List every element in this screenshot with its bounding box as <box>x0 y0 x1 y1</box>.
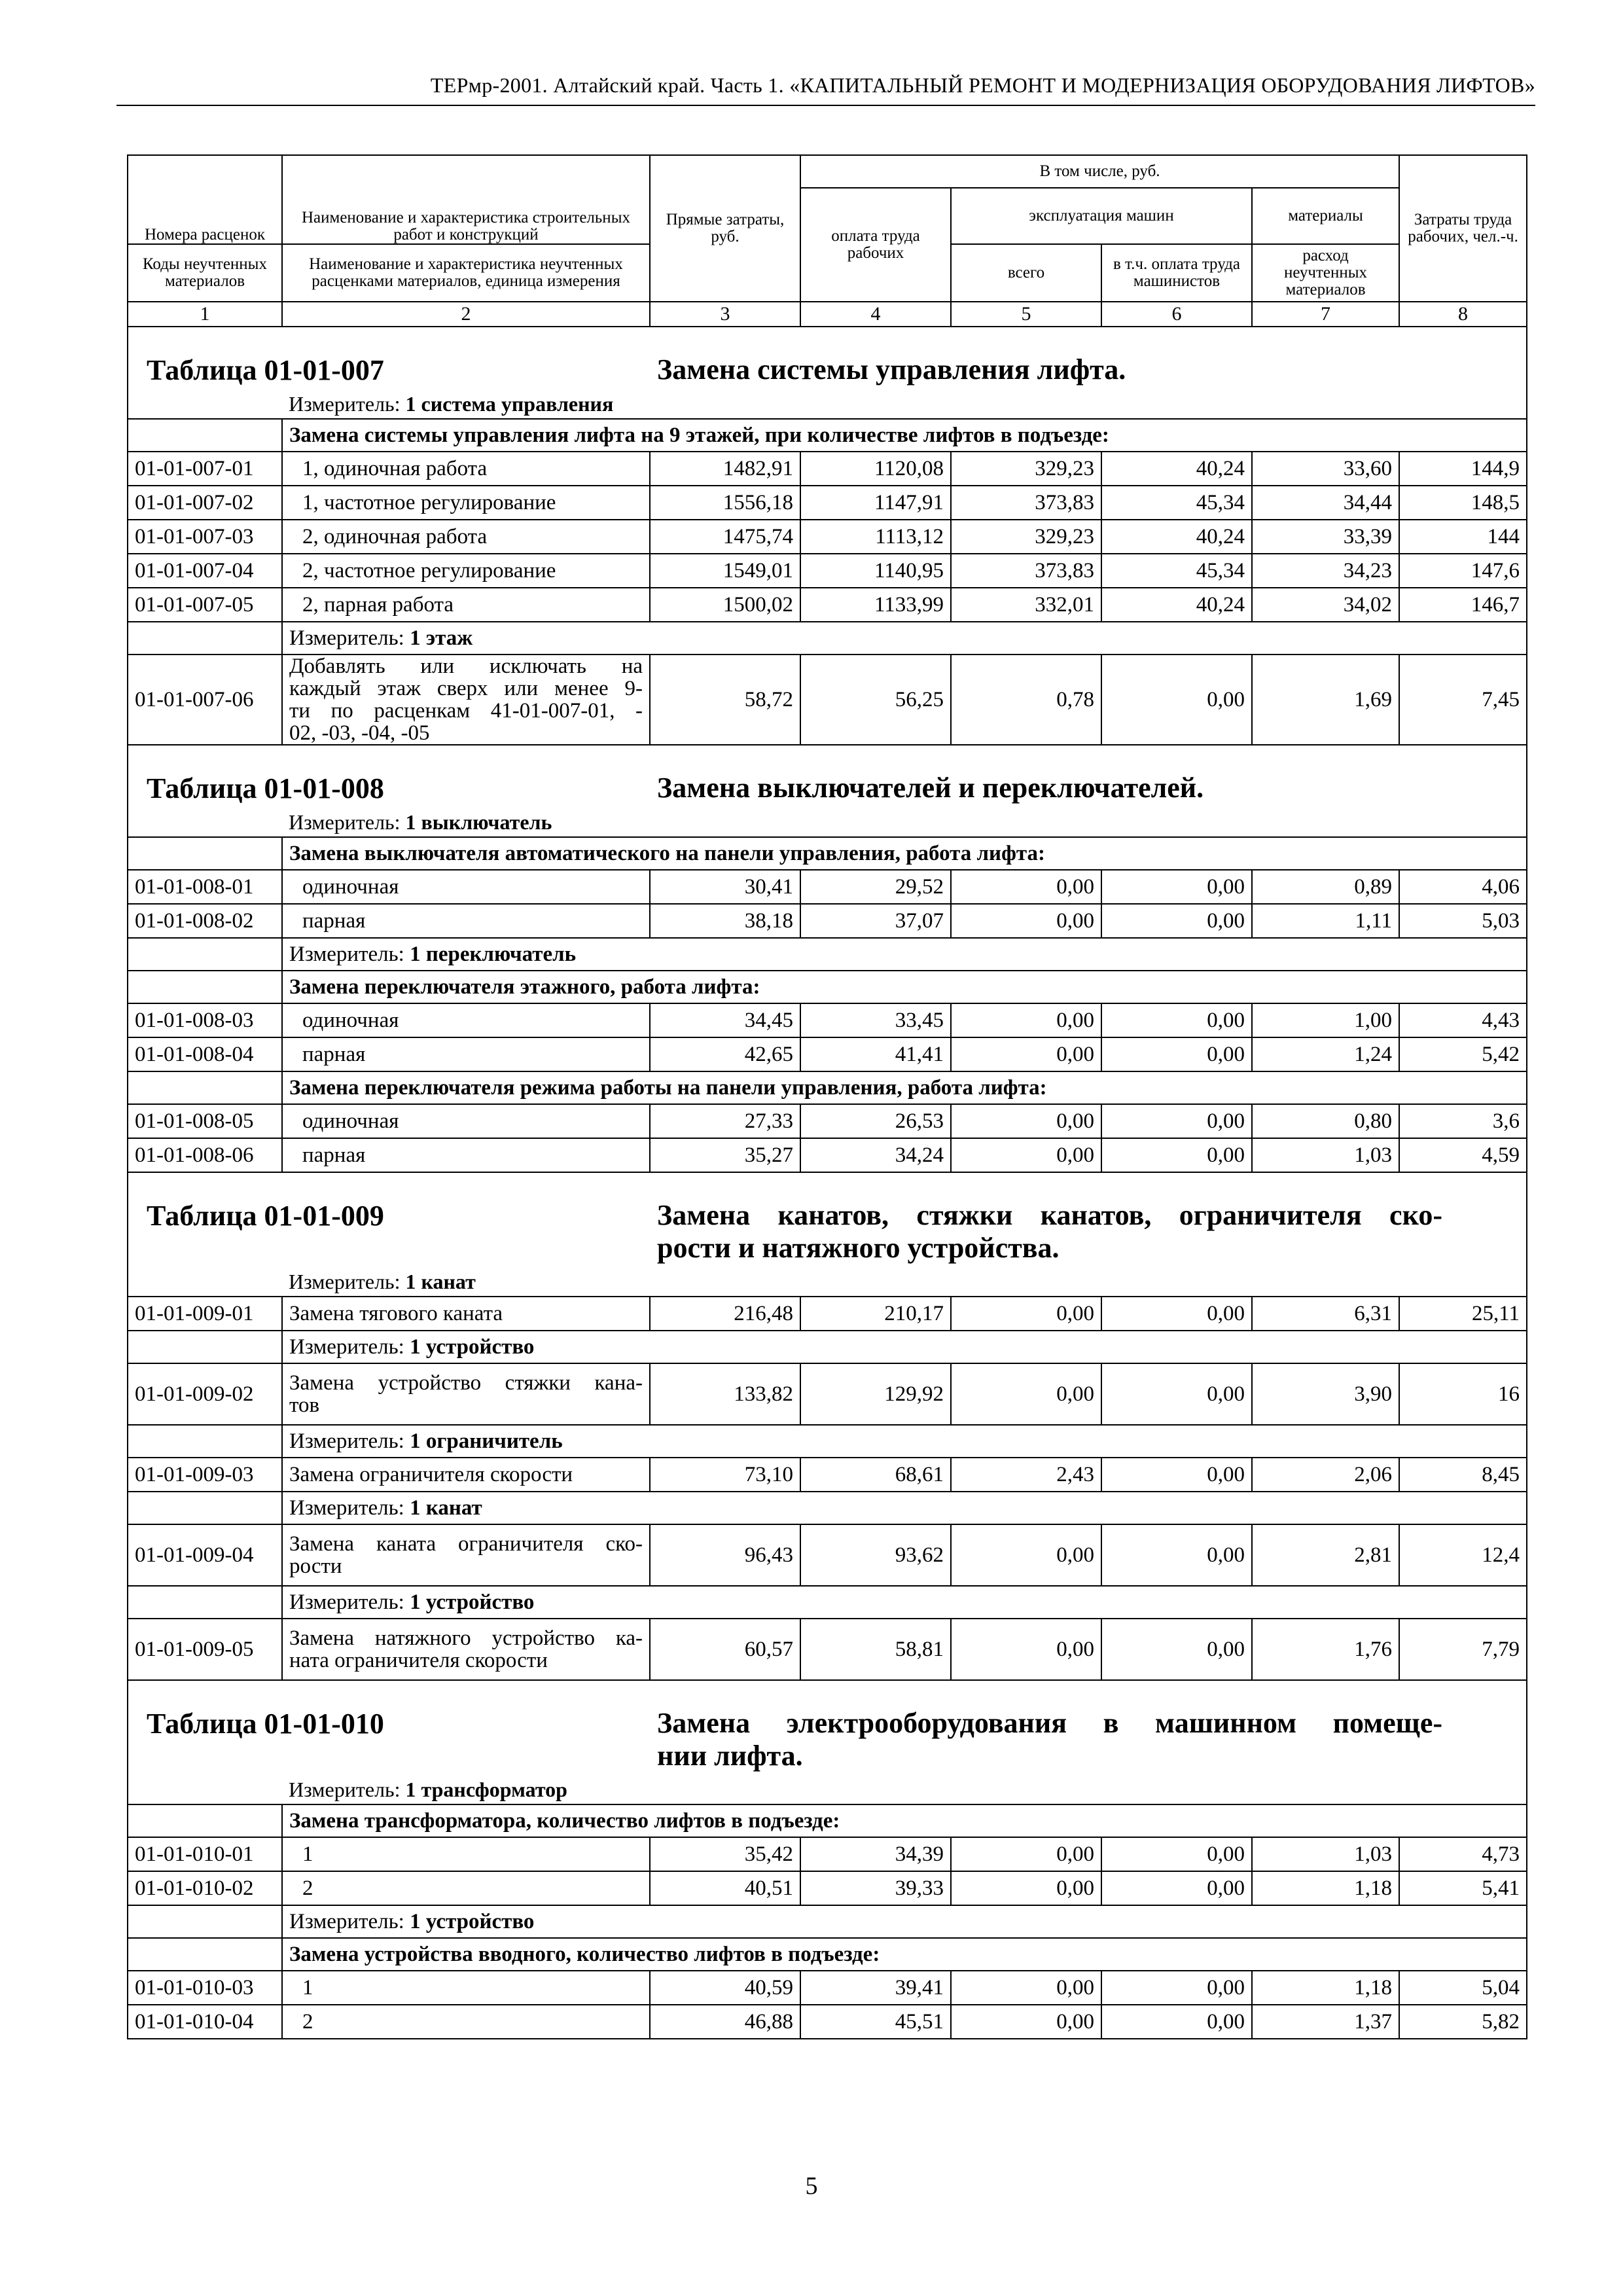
table-row <box>128 1971 1527 2005</box>
table-row <box>128 904 1527 938</box>
machines-total: 0,00 <box>951 870 1101 904</box>
table-row <box>128 870 1527 904</box>
header-rule <box>116 105 1535 106</box>
section-row <box>128 837 1527 870</box>
machinist-wages: 0,00 <box>1101 1297 1252 1331</box>
measure-row <box>128 808 1527 837</box>
materials: 0,89 <box>1252 870 1399 904</box>
wages: 210,17 <box>800 1297 951 1331</box>
materials: 1,37 <box>1252 2005 1399 2039</box>
labor-costs: 5,03 <box>1399 904 1527 938</box>
direct-costs: 1549,01 <box>650 554 800 588</box>
machinist-wages: 0,00 <box>1101 1458 1252 1492</box>
direct-costs: 34,45 <box>650 1003 800 1037</box>
table-row <box>128 1871 1527 1905</box>
wages: 56,25 <box>800 655 951 745</box>
materials: 34,02 <box>1252 588 1399 622</box>
direct-costs: 216,48 <box>650 1297 800 1331</box>
labor-costs: 147,6 <box>1399 554 1527 588</box>
wages: 33,45 <box>800 1003 951 1037</box>
measure-row <box>128 622 1527 655</box>
wages: 1140,95 <box>800 554 951 588</box>
materials: 1,24 <box>1252 1037 1399 1071</box>
machinist-wages: 0,00 <box>1101 1003 1252 1037</box>
header-direct-costs: Прямые затраты, руб. <box>650 155 800 302</box>
machines-total: 332,01 <box>951 588 1101 622</box>
rate-code: 01-01-010-01 <box>128 1837 282 1871</box>
header-labor-costs: Затраты труда рабочих, чел.-ч. <box>1399 155 1527 302</box>
table-row <box>128 655 1527 745</box>
materials: 2,81 <box>1252 1524 1399 1586</box>
materials: 1,03 <box>1252 1138 1399 1172</box>
rate-code: 01-01-009-05 <box>128 1619 282 1680</box>
labor-costs: 7,79 <box>1399 1619 1527 1680</box>
table-title-009 <box>128 1172 1527 1267</box>
wages: 1120,08 <box>800 452 951 486</box>
machinist-wages: 40,24 <box>1101 452 1252 486</box>
machinist-wages: 0,00 <box>1101 1871 1252 1905</box>
measure-row <box>128 1331 1527 1363</box>
machines-total: 0,00 <box>951 1837 1101 1871</box>
machines-total: 329,23 <box>951 452 1101 486</box>
materials: 1,11 <box>1252 904 1399 938</box>
table-row <box>128 1619 1527 1680</box>
machinist-wages: 40,24 <box>1101 520 1252 554</box>
materials: 1,69 <box>1252 655 1399 745</box>
rate-name: парная <box>282 1138 650 1172</box>
labor-costs: 146,7 <box>1399 588 1527 622</box>
rate-code: 01-01-007-05 <box>128 588 282 622</box>
column-number: 8 <box>1399 302 1527 327</box>
wages: 29,52 <box>800 870 951 904</box>
table-row <box>128 1138 1527 1172</box>
section-row <box>128 971 1527 1003</box>
rate-code: 01-01-008-04 <box>128 1037 282 1071</box>
table-number: Таблица 01-01-009 <box>147 1200 384 1232</box>
wages: 45,51 <box>800 2005 951 2039</box>
rate-name: 1 <box>282 1971 650 2005</box>
measure-row <box>128 1775 1527 1804</box>
machinist-wages: 40,24 <box>1101 588 1252 622</box>
section-row <box>128 1938 1527 1971</box>
labor-costs: 7,45 <box>1399 655 1527 745</box>
materials: 1,76 <box>1252 1619 1399 1680</box>
rate-name: 2, частотное регулирование <box>282 554 650 588</box>
header-including: В том числе, руб. <box>800 155 1399 188</box>
section-row <box>128 1804 1527 1837</box>
table-name: Замена канатов, стяжки канатов, ограничителя ско- рости и натяжного устройства. <box>657 1199 1442 1264</box>
machines-total: 0,00 <box>951 1037 1101 1071</box>
machinist-wages: 0,00 <box>1101 1363 1252 1425</box>
direct-costs: 60,57 <box>650 1619 800 1680</box>
rate-code: 01-01-010-04 <box>128 2005 282 2039</box>
table-row <box>128 520 1527 554</box>
wages: 34,39 <box>800 1837 951 1871</box>
labor-costs: 4,43 <box>1399 1003 1527 1037</box>
table-title-cell <box>128 745 1527 808</box>
materials: 33,39 <box>1252 520 1399 554</box>
measure-unit: Измеритель: 1 канат <box>282 1492 1527 1524</box>
wages: 1113,12 <box>800 520 951 554</box>
section-row <box>128 1071 1527 1104</box>
materials: 1,18 <box>1252 1871 1399 1905</box>
table-title-cell <box>128 1172 1527 1267</box>
direct-costs: 46,88 <box>650 2005 800 2039</box>
measure-unit: Измеритель: 1 канат <box>282 1267 1527 1297</box>
rate-code: 01-01-010-03 <box>128 1971 282 2005</box>
materials: 34,23 <box>1252 554 1399 588</box>
machines-total: 0,00 <box>951 1138 1101 1172</box>
rate-name: 1, одиночная работа <box>282 452 650 486</box>
header-machinist-wages: в т.ч. оплата труда машинистов <box>1101 244 1252 302</box>
wages: 39,41 <box>800 1971 951 2005</box>
header-work-name: Наименование и характеристика строительных работ и конструкций <box>282 155 650 244</box>
wages: 58,81 <box>800 1619 951 1680</box>
header-wages: оплата труда рабочих <box>800 188 951 302</box>
table-row <box>128 588 1527 622</box>
measure-unit: Измеритель: 1 система управления <box>282 389 1527 419</box>
rate-name: 2, парная работа <box>282 588 650 622</box>
direct-costs: 40,51 <box>650 1871 800 1905</box>
materials: 1,03 <box>1252 1837 1399 1871</box>
section-heading: Замена переключателя этажного, работа лифта: <box>282 971 1527 1003</box>
labor-costs: 16 <box>1399 1363 1527 1425</box>
wages: 129,92 <box>800 1363 951 1425</box>
table-name: Замена выключателей и переключателей. <box>657 772 1204 804</box>
materials: 1,00 <box>1252 1003 1399 1037</box>
rate-code: 01-01-009-02 <box>128 1363 282 1425</box>
direct-costs: 73,10 <box>650 1458 800 1492</box>
column-numbers-row <box>128 302 1527 327</box>
table-row <box>128 1458 1527 1492</box>
machines-total: 0,00 <box>951 1971 1101 2005</box>
section-heading: Замена системы управления лифта на 9 этажей, при количестве лифтов в подъезде: <box>282 419 1527 452</box>
header-materials: материалы <box>1252 188 1399 244</box>
running-header: ТЕРмр-2001. Алтайский край. Часть 1. «КАПИТАЛЬНЫЙ РЕМОНТ И МОДЕРНИЗАЦИЯ ОБОРУДОВАНИЯ ЛИФТОВ» <box>430 73 1535 97</box>
rate-name: Замена каната ограничителя ско- рости <box>282 1524 650 1586</box>
rate-code: 01-01-007-04 <box>128 554 282 588</box>
rate-name: Замена тягового каната <box>282 1297 650 1331</box>
section-row <box>128 419 1527 452</box>
measure-unit: Измеритель: 1 этаж <box>282 622 1527 655</box>
wages: 39,33 <box>800 1871 951 1905</box>
direct-costs: 35,27 <box>650 1138 800 1172</box>
measure-unit: Измеритель: 1 переключатель <box>282 938 1527 971</box>
machinist-wages: 0,00 <box>1101 870 1252 904</box>
labor-costs: 5,82 <box>1399 2005 1527 2039</box>
measure-row <box>128 1267 1527 1297</box>
direct-costs: 133,82 <box>650 1363 800 1425</box>
table-row <box>128 554 1527 588</box>
rate-code: 01-01-009-01 <box>128 1297 282 1331</box>
rate-code: 01-01-010-02 <box>128 1871 282 1905</box>
machinist-wages: 0,00 <box>1101 1524 1252 1586</box>
labor-costs: 4,06 <box>1399 870 1527 904</box>
machines-total: 0,00 <box>951 1524 1101 1586</box>
direct-costs: 58,72 <box>650 655 800 745</box>
materials: 34,44 <box>1252 486 1399 520</box>
section-heading: Замена устройства вводного, количество лифтов в подъезде: <box>282 1938 1527 1971</box>
rate-name: 2, одиночная работа <box>282 520 650 554</box>
measure-unit: Измеритель: 1 ограничитель <box>282 1425 1527 1458</box>
machines-total: 0,00 <box>951 904 1101 938</box>
rate-code: 01-01-007-06 <box>128 655 282 745</box>
table-number: Таблица 01-01-008 <box>147 772 384 804</box>
materials: 0,80 <box>1252 1104 1399 1138</box>
machinist-wages: 0,00 <box>1101 1037 1252 1071</box>
header-material-codes: Коды неучтенных материалов <box>128 244 282 302</box>
labor-costs: 5,41 <box>1399 1871 1527 1905</box>
header-machines: эксплуатация машин <box>951 188 1252 244</box>
rate-name: одиночная <box>282 1003 650 1037</box>
direct-costs: 42,65 <box>650 1037 800 1071</box>
column-number: 5 <box>951 302 1101 327</box>
machines-total: 0,00 <box>951 1297 1101 1331</box>
column-number: 6 <box>1101 302 1252 327</box>
rate-name: Добавлять или исключать на каждый этаж сверх или менее 9- ти по расценкам 41-01-007-01, - 02, -03, -04, -05 <box>282 655 650 745</box>
table-number: Таблица 01-01-007 <box>147 354 384 386</box>
rate-code: 01-01-009-04 <box>128 1524 282 1586</box>
column-number: 2 <box>282 302 650 327</box>
table-title-cell <box>128 1680 1527 1775</box>
rate-code: 01-01-008-01 <box>128 870 282 904</box>
table-row <box>128 1524 1527 1586</box>
wages: 41,41 <box>800 1037 951 1071</box>
measure-unit: Измеритель: 1 выключатель <box>282 808 1527 837</box>
rate-code: 01-01-007-01 <box>128 452 282 486</box>
direct-costs: 96,43 <box>650 1524 800 1586</box>
direct-costs: 38,18 <box>650 904 800 938</box>
materials: 2,06 <box>1252 1458 1399 1492</box>
table-row <box>128 1837 1527 1871</box>
section-heading: Замена выключателя автоматического на панели управления, работа лифта: <box>282 837 1527 870</box>
rate-name: 1 <box>282 1837 650 1871</box>
measure-unit: Измеритель: 1 устройство <box>282 1586 1527 1619</box>
header-rate-numbers: Номера расценок <box>128 155 282 244</box>
table-row <box>128 1037 1527 1071</box>
direct-costs: 1556,18 <box>650 486 800 520</box>
materials: 6,31 <box>1252 1297 1399 1331</box>
table-number: Таблица 01-01-010 <box>147 1708 384 1740</box>
machinist-wages: 0,00 <box>1101 1971 1252 2005</box>
rate-name: Замена натяжного устройство ка- ната ограничителя скорости <box>282 1619 650 1680</box>
direct-costs: 1500,02 <box>650 588 800 622</box>
table-row <box>128 1363 1527 1425</box>
table-row <box>128 486 1527 520</box>
rate-code: 01-01-007-03 <box>128 520 282 554</box>
labor-costs: 5,04 <box>1399 1971 1527 2005</box>
machines-total: 0,00 <box>951 1104 1101 1138</box>
table-row <box>128 452 1527 486</box>
rate-name: парная <box>282 1037 650 1071</box>
direct-costs: 40,59 <box>650 1971 800 2005</box>
machines-total: 0,00 <box>951 1003 1101 1037</box>
rate-name: одиночная <box>282 870 650 904</box>
machinist-wages: 0,00 <box>1101 1619 1252 1680</box>
machines-total: 2,43 <box>951 1458 1101 1492</box>
direct-costs: 1482,91 <box>650 452 800 486</box>
rate-name: парная <box>282 904 650 938</box>
rate-name: 1, частотное регулирование <box>282 486 650 520</box>
machines-total: 0,00 <box>951 2005 1101 2039</box>
materials: 1,18 <box>1252 1971 1399 2005</box>
direct-costs: 1475,74 <box>650 520 800 554</box>
labor-costs: 144,9 <box>1399 452 1527 486</box>
labor-costs: 5,42 <box>1399 1037 1527 1071</box>
rate-name: Замена ограничителя скорости <box>282 1458 650 1492</box>
table-name: Замена системы управления лифта. <box>657 353 1126 386</box>
rate-name: 2 <box>282 1871 650 1905</box>
header-material-consumption: расход неучтенных материалов <box>1252 244 1399 302</box>
column-number: 4 <box>800 302 951 327</box>
direct-costs: 27,33 <box>650 1104 800 1138</box>
measure-row <box>128 1586 1527 1619</box>
machines-total: 373,83 <box>951 554 1101 588</box>
wages: 68,61 <box>800 1458 951 1492</box>
rates-table <box>127 154 1527 2039</box>
rate-code: 01-01-008-02 <box>128 904 282 938</box>
header-machines-total: всего <box>951 244 1101 302</box>
machinist-wages: 0,00 <box>1101 1104 1252 1138</box>
rate-code: 01-01-008-03 <box>128 1003 282 1037</box>
labor-costs: 25,11 <box>1399 1297 1527 1331</box>
direct-costs: 35,42 <box>650 1837 800 1871</box>
column-number: 7 <box>1252 302 1399 327</box>
measure-row <box>128 1905 1527 1938</box>
labor-costs: 4,73 <box>1399 1837 1527 1871</box>
rate-name: 2 <box>282 2005 650 2039</box>
machines-total: 0,78 <box>951 655 1101 745</box>
table-row <box>128 1003 1527 1037</box>
table-row <box>128 1297 1527 1331</box>
section-heading: Замена переключателя режима работы на панели управления, работа лифта: <box>282 1071 1527 1104</box>
rate-code: 01-01-009-03 <box>128 1458 282 1492</box>
materials: 33,60 <box>1252 452 1399 486</box>
machines-total: 373,83 <box>951 486 1101 520</box>
measure-row <box>128 938 1527 971</box>
machines-total: 0,00 <box>951 1619 1101 1680</box>
labor-costs: 3,6 <box>1399 1104 1527 1138</box>
table-title-008 <box>128 745 1527 808</box>
wages: 26,53 <box>800 1104 951 1138</box>
measure-unit: Измеритель: 1 устройство <box>282 1905 1527 1938</box>
rate-code: 01-01-008-05 <box>128 1104 282 1138</box>
machines-total: 0,00 <box>951 1363 1101 1425</box>
table-row <box>128 2005 1527 2039</box>
rate-name: Замена устройство стяжки кана- тов <box>282 1363 650 1425</box>
labor-costs: 12,4 <box>1399 1524 1527 1586</box>
labor-costs: 148,5 <box>1399 486 1527 520</box>
wages: 34,24 <box>800 1138 951 1172</box>
machinist-wages: 0,00 <box>1101 1837 1252 1871</box>
labor-costs: 4,59 <box>1399 1138 1527 1172</box>
table-title-cell <box>128 327 1527 389</box>
measure-unit: Измеритель: 1 трансформатор <box>282 1775 1527 1804</box>
wages: 93,62 <box>800 1524 951 1586</box>
table-title-007 <box>128 327 1527 389</box>
materials: 3,90 <box>1252 1363 1399 1425</box>
machinist-wages: 0,00 <box>1101 904 1252 938</box>
column-number: 1 <box>128 302 282 327</box>
machines-total: 329,23 <box>951 520 1101 554</box>
machines-total: 0,00 <box>951 1871 1101 1905</box>
header-row-1 <box>128 155 1527 188</box>
wages: 37,07 <box>800 904 951 938</box>
measure-unit: Измеритель: 1 устройство <box>282 1331 1527 1363</box>
machinist-wages: 0,00 <box>1101 2005 1252 2039</box>
machinist-wages: 0,00 <box>1101 655 1252 745</box>
labor-costs: 8,45 <box>1399 1458 1527 1492</box>
page-number: 5 <box>805 2172 818 2200</box>
measure-row <box>128 1425 1527 1458</box>
table-title-010 <box>128 1680 1527 1775</box>
machinist-wages: 45,34 <box>1101 554 1252 588</box>
wages: 1147,91 <box>800 486 951 520</box>
rate-name: одиночная <box>282 1104 650 1138</box>
direct-costs: 30,41 <box>650 870 800 904</box>
wages: 1133,99 <box>800 588 951 622</box>
rate-code: 01-01-008-06 <box>128 1138 282 1172</box>
machinist-wages: 0,00 <box>1101 1138 1252 1172</box>
table-name: Замена электрооборудования в машинном помеще- нии лифта. <box>657 1707 1442 1772</box>
table-row <box>128 1104 1527 1138</box>
machinist-wages: 45,34 <box>1101 486 1252 520</box>
measure-row <box>128 1492 1527 1524</box>
header-material-names: Наименование и характеристика неучтенных расценками материалов, единица измерения <box>282 244 650 302</box>
labor-costs: 144 <box>1399 520 1527 554</box>
column-number: 3 <box>650 302 800 327</box>
measure-row <box>128 389 1527 419</box>
section-heading: Замена трансформатора, количество лифтов в подъезде: <box>282 1804 1527 1837</box>
rate-code: 01-01-007-02 <box>128 486 282 520</box>
